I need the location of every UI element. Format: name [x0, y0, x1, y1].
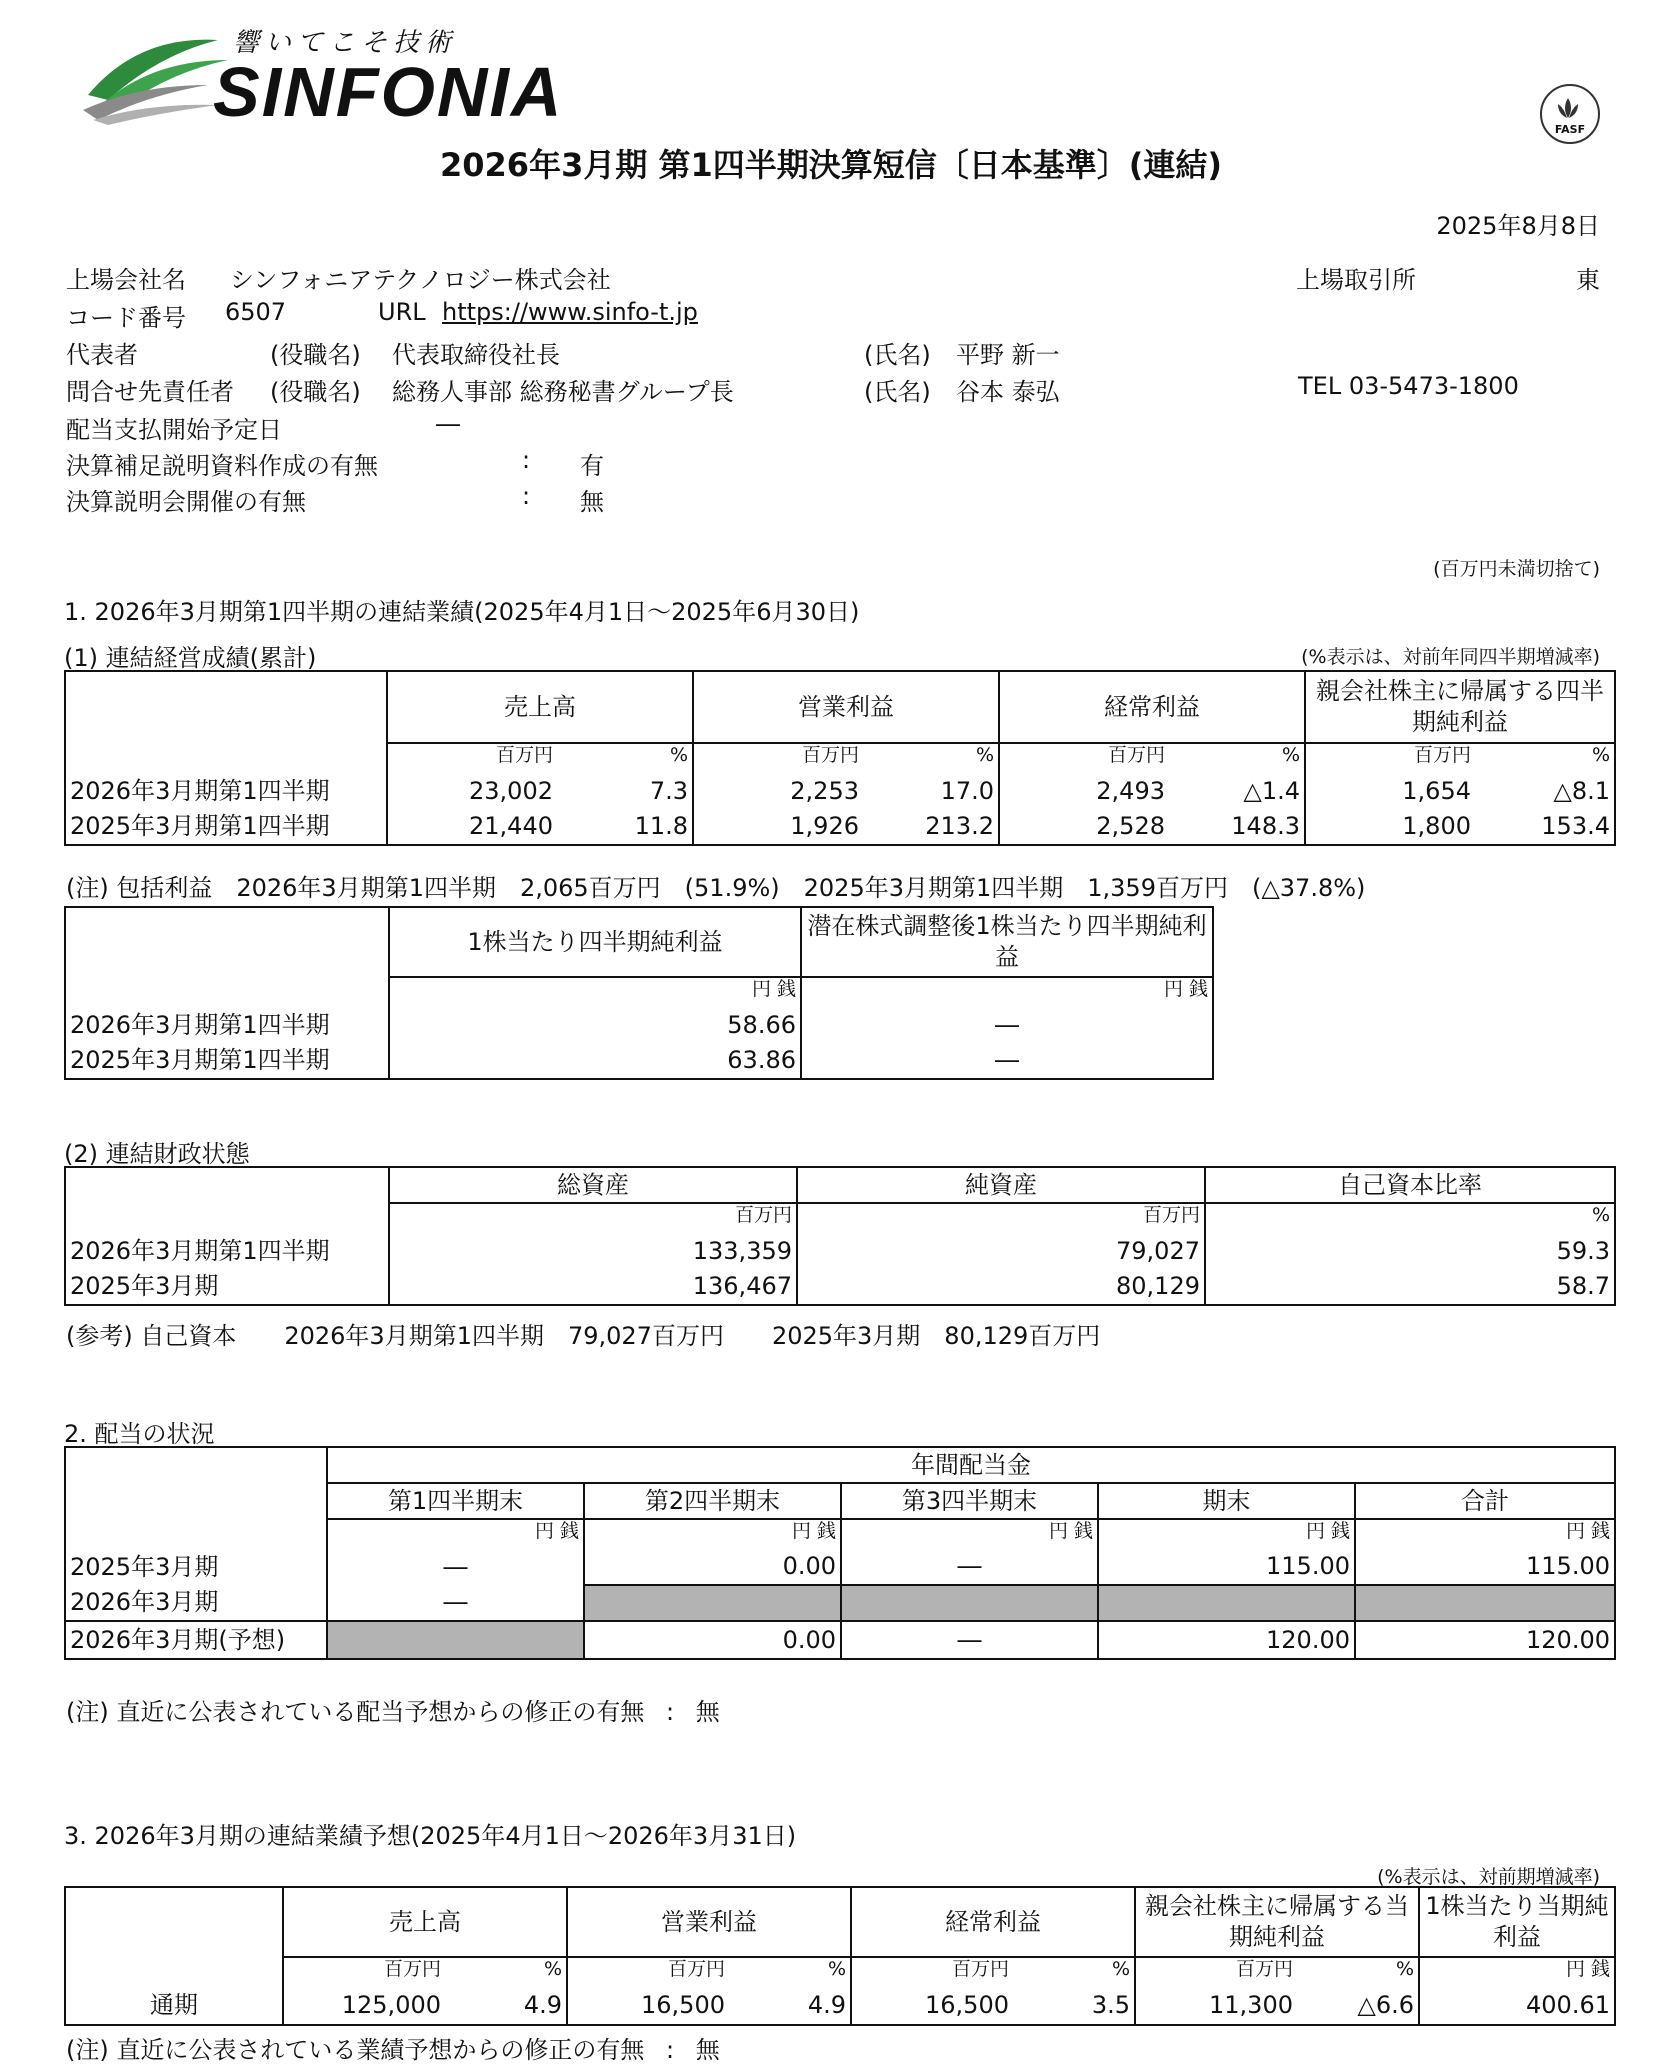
col-operating-income: 営業利益	[693, 671, 999, 743]
cell: 0.00	[584, 1549, 841, 1585]
unit-pct: %	[1169, 743, 1305, 773]
unit-yen: 円 銭	[841, 1519, 1098, 1549]
cell: △1.4	[1169, 773, 1305, 809]
supp-colon: :	[522, 446, 531, 474]
row-label: 2025年3月期第1四半期	[65, 809, 387, 845]
row-label: 2026年3月期(予想)	[65, 1621, 327, 1659]
unit-pct: %	[1297, 1957, 1419, 1987]
unit-yen: 円 銭	[1098, 1519, 1355, 1549]
table-row	[65, 1987, 1615, 2025]
brief-label: 決算説明会開催の有無	[66, 488, 306, 516]
table-row	[65, 1269, 1615, 1305]
code: 6507	[225, 298, 287, 326]
cell-blank	[584, 1585, 841, 1621]
cell: 0.00	[584, 1621, 841, 1659]
cell: 79,027	[797, 1233, 1205, 1269]
dividend-revision-colon: :	[666, 1698, 675, 1726]
cell: 16,500	[851, 1987, 1013, 2025]
col-sales: 売上高	[283, 1887, 567, 1957]
brief-value: 無	[580, 488, 604, 516]
cell: 2,528	[999, 809, 1169, 845]
dividend-table	[64, 1446, 1616, 1660]
fasf-seal	[1540, 84, 1600, 144]
forecast-revision-label: (注) 直近に公表されている業績予想からの修正の有無	[66, 2036, 645, 2064]
contact-tel: TEL 03-5473-1800	[1298, 372, 1519, 400]
contact-label: 問合せ先責任者	[66, 378, 234, 406]
div-date: ―	[436, 410, 460, 438]
eps-table	[64, 906, 1214, 1080]
unit-yen: 円 銭	[389, 977, 801, 1007]
cell: 7.3	[557, 773, 693, 809]
cell: 23,002	[387, 773, 557, 809]
table-row	[65, 1549, 1615, 1585]
cell-blank	[1098, 1585, 1355, 1621]
unit-m: 百万円	[999, 743, 1169, 773]
cell: 2,493	[999, 773, 1169, 809]
unit-m: 百万円	[387, 743, 557, 773]
header-empty	[65, 1447, 327, 1519]
row-label: 2025年3月期	[65, 1269, 389, 1305]
dividend-revision-value: 無	[695, 1698, 720, 1726]
cell: 11,300	[1135, 1987, 1297, 2025]
cell: 148.3	[1169, 809, 1305, 845]
row-label: 2026年3月期第1四半期	[65, 1007, 389, 1043]
cell: 120.00	[1355, 1621, 1615, 1659]
unit-pct: %	[729, 1957, 851, 1987]
header-empty	[65, 907, 389, 977]
cell: ―	[841, 1549, 1098, 1585]
forecast-table	[64, 1886, 1616, 2026]
col-net-income: 親会社株主に帰属する四半期純利益	[1305, 671, 1615, 743]
unit-m: 百万円	[389, 1203, 797, 1233]
url-label: URL	[378, 298, 426, 326]
contact-title: 総務人事部 総務秘書グループ長	[392, 378, 734, 406]
unit-m: 百万円	[567, 1957, 729, 1987]
col-q3-end: 第3四半期末	[841, 1483, 1098, 1519]
rep-title: 代表取締役社長	[392, 341, 560, 369]
col-ordinary-income: 経常利益	[851, 1887, 1135, 1957]
cell: 115.00	[1098, 1549, 1355, 1585]
div-date-label: 配当支払開始予定日	[66, 416, 282, 444]
table-row	[65, 1043, 1213, 1079]
cell: 17.0	[863, 773, 999, 809]
logo	[78, 20, 598, 130]
code-label: コード番号	[66, 304, 186, 332]
unit-pct: %	[863, 743, 999, 773]
cell: 58.7	[1205, 1269, 1615, 1305]
cell: △8.1	[1475, 773, 1615, 809]
col-net-assets: 純資産	[797, 1167, 1205, 1203]
cell: 1,654	[1305, 773, 1475, 809]
cell: 21,440	[387, 809, 557, 845]
supp-label: 決算補足説明資料作成の有無	[66, 452, 378, 480]
col-eps: 1株当たり四半期純利益	[389, 907, 801, 977]
rounding-note: (百万円未満切捨て)	[1433, 558, 1600, 580]
logo-name: SINFONIA	[213, 53, 564, 131]
row-label: 2025年3月期	[65, 1549, 327, 1585]
cell: 115.00	[1355, 1549, 1615, 1585]
cell: 63.86	[389, 1043, 801, 1079]
cell: 58.66	[389, 1007, 801, 1043]
unit-yen: 円 銭	[1419, 1957, 1615, 1987]
dividend-revision-note	[66, 1692, 720, 1727]
unit-yen: 円 銭	[327, 1519, 584, 1549]
contact-title-label: (役職名)	[270, 378, 361, 406]
rep-name: 平野 新一	[956, 341, 1060, 369]
cell: 136,467	[389, 1269, 797, 1305]
contact-name-label: (氏名)	[864, 378, 931, 406]
section1-sub2: (2) 連結財政状態	[64, 1140, 250, 1168]
row-label: 2026年3月期第1四半期	[65, 1233, 389, 1269]
seal-text: FASF	[1554, 123, 1586, 136]
cell: 1,800	[1305, 809, 1475, 845]
cell: 3.5	[1013, 1987, 1135, 2025]
dividend-revision-label: (注) 直近に公表されている配当予想からの修正の有無	[66, 1698, 645, 1726]
col-total: 合計	[1355, 1483, 1615, 1519]
unit-row-empty	[65, 743, 387, 773]
cell: △6.6	[1297, 1987, 1419, 2025]
cell: 213.2	[863, 809, 999, 845]
unit-m: 百万円	[851, 1957, 1013, 1987]
comprehensive-income-note: (注) 包括利益 2026年3月期第1四半期 2,065百万円 (51.9%) 2025年3月期第1四半期 1,359百万円 (△37.8%)	[66, 874, 1366, 902]
cell: ―	[801, 1007, 1213, 1043]
unit-pct: %	[1013, 1957, 1135, 1987]
unit-pct: %	[1205, 1203, 1615, 1233]
col-equity-ratio: 自己資本比率	[1205, 1167, 1615, 1203]
section3-heading: 3. 2026年3月期の連結業績予想(2025年4月1日～2026年3月31日)	[64, 1822, 797, 1850]
cell: 120.00	[1098, 1621, 1355, 1659]
forecast-revision-value: 無	[695, 2036, 720, 2064]
cell: 1,926	[693, 809, 863, 845]
col-q1-end: 第1四半期末	[327, 1483, 584, 1519]
table-row	[65, 773, 1615, 809]
equity-note: (参考) 自己資本 2026年3月期第1四半期 79,027百万円 2025年3月期 80,129百万円	[66, 1322, 1101, 1350]
cell: 11.8	[557, 809, 693, 845]
supp-value: 有	[580, 452, 604, 480]
cell-blank	[1355, 1585, 1615, 1621]
section3-pct-note: (%表示は、対前期増減率)	[1377, 1866, 1600, 1888]
cell: 2,253	[693, 773, 863, 809]
cell: 80,129	[797, 1269, 1205, 1305]
cell: ―	[327, 1585, 584, 1621]
cell: 153.4	[1475, 809, 1615, 845]
header-empty	[65, 1887, 283, 1957]
cell: 59.3	[1205, 1233, 1615, 1269]
report-date: 2025年8月8日	[1436, 212, 1600, 240]
exchange-label: 上場取引所	[1296, 266, 1416, 294]
cell: 400.61	[1419, 1987, 1615, 2025]
cell: 133,359	[389, 1233, 797, 1269]
unit-row-empty	[65, 977, 389, 1007]
col-q2-end: 第2四半期末	[584, 1483, 841, 1519]
company-url-link[interactable]: https://www.sinfo-t.jp	[442, 298, 698, 326]
rep-title-label: (役職名)	[270, 341, 361, 369]
unit-yen: 円 銭	[584, 1519, 841, 1549]
row-label: 2025年3月期第1四半期	[65, 1043, 389, 1079]
col-eps: 1株当たり当期純利益	[1419, 1887, 1615, 1957]
rep-name-label: (氏名)	[864, 341, 931, 369]
unit-pct: %	[1475, 743, 1615, 773]
exchange: 東	[1576, 266, 1600, 294]
unit-pct: %	[445, 1957, 567, 1987]
brief-colon: :	[522, 482, 531, 510]
section2-heading: 2. 配当の状況	[64, 1420, 215, 1448]
unit-row-empty	[65, 1203, 389, 1233]
unit-m: 百万円	[693, 743, 863, 773]
col-operating-income: 営業利益	[567, 1887, 851, 1957]
unit-m: 百万円	[1305, 743, 1475, 773]
header-empty	[65, 671, 387, 743]
col-year-end: 期末	[1098, 1483, 1355, 1519]
cell: 4.9	[729, 1987, 851, 2025]
cell: ―	[327, 1549, 584, 1585]
unit-yen: 円 銭	[1355, 1519, 1615, 1549]
table-row	[65, 1233, 1615, 1269]
header-empty	[65, 1167, 389, 1203]
table-row	[65, 1621, 1615, 1659]
table-row	[65, 809, 1615, 845]
cell: 16,500	[567, 1987, 729, 2025]
col-diluted-eps: 潜在株式調整後1株当たり四半期純利益	[801, 907, 1213, 977]
unit-pct: %	[557, 743, 693, 773]
table-row	[65, 1007, 1213, 1043]
unit-m: 百万円	[1135, 1957, 1297, 1987]
cell: ―	[841, 1621, 1098, 1659]
col-sales: 売上高	[387, 671, 693, 743]
unit-m: 百万円	[797, 1203, 1205, 1233]
row-label: 2026年3月期第1四半期	[65, 773, 387, 809]
cell: 125,000	[283, 1987, 445, 2025]
unit-row-empty	[65, 1519, 327, 1549]
cell: ―	[801, 1043, 1213, 1079]
col-annual-dividend: 年間配当金	[327, 1447, 1615, 1483]
row-label: 通期	[65, 1987, 283, 2025]
contact-name: 谷本 泰弘	[956, 378, 1060, 406]
cell: 4.9	[445, 1987, 567, 2025]
row-label: 2026年3月期	[65, 1585, 327, 1621]
section1-heading: 1. 2026年3月期第1四半期の連結業績(2025年4月1日～2025年6月30日)	[64, 598, 860, 626]
operating-results-table	[64, 670, 1616, 846]
unit-yen: 円 銭	[801, 977, 1213, 1007]
company-name: シンフォニアテクノロジー株式会社	[230, 266, 611, 294]
page-title: 2026年3月期 第1四半期決算短信〔日本基準〕(連結)	[440, 146, 1222, 184]
logo-tagline: 響いてこそ技術	[233, 28, 458, 58]
col-ordinary-income: 経常利益	[999, 671, 1305, 743]
col-total-assets: 総資産	[389, 1167, 797, 1203]
unit-row-empty	[65, 1957, 283, 1987]
rep-label: 代表者	[66, 341, 138, 369]
table-row	[65, 1585, 1615, 1621]
cell-blank	[327, 1621, 584, 1659]
col-net-income: 親会社株主に帰属する当期純利益	[1135, 1887, 1419, 1957]
cell-blank	[841, 1585, 1098, 1621]
section1-sub1: (1) 連結経営成績(累計)	[64, 644, 317, 672]
forecast-revision-colon: :	[666, 2036, 675, 2064]
section1-pct-note: (%表示は、対前年同四半期増減率)	[1301, 646, 1600, 668]
unit-m: 百万円	[283, 1957, 445, 1987]
company-name-label: 上場会社名	[66, 266, 186, 294]
financial-position-table	[64, 1166, 1616, 1306]
